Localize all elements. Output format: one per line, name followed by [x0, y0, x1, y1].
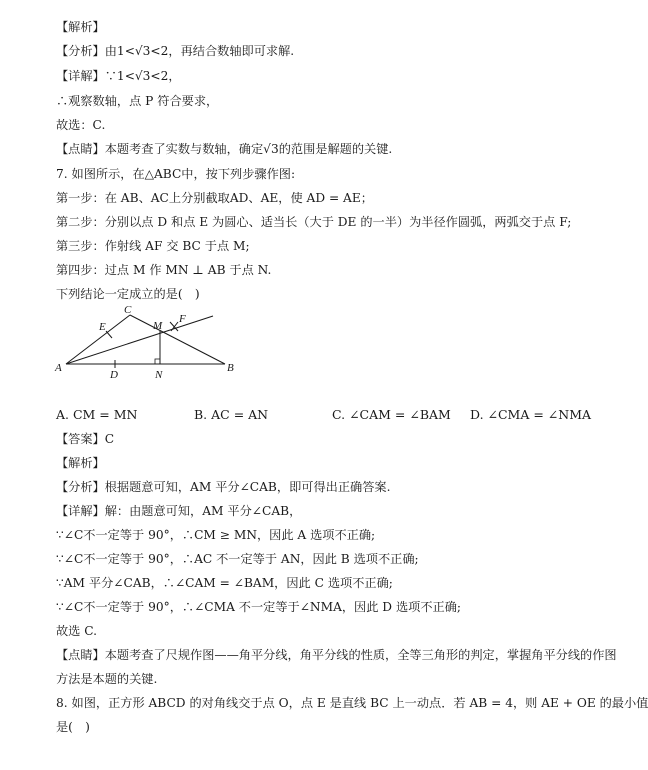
- text-line: ∵AM 平分∠CAB，∴∠CAM = ∠BAM，因此 C 选项不正确;: [56, 576, 393, 590]
- text-line: ∵∠C不一定等于 90°，∴AC 不一定等于 AN，因此 B 选项不正确;: [56, 552, 419, 566]
- text-line: 【分析】根据题意可知，AM 平分∠CAB，即可得出正确答案.: [56, 480, 391, 494]
- text-line: 第三步：作射线 AF 交 BC 于点 M;: [56, 239, 250, 253]
- label-a: A: [55, 362, 62, 374]
- label-f: F: [179, 313, 186, 325]
- text-line: ∴观察数轴，点 P 符合要求，: [56, 94, 219, 108]
- text-line: 【解析】: [56, 456, 105, 470]
- text-line: 【点睛】本题考查了尺规作图——角平分线，角平分线的性质，全等三角形的判定，掌握角平分线的作图: [56, 648, 617, 662]
- text-line: 【详解】∵1<√3<2，: [56, 69, 181, 83]
- text-line: 第二步：分别以点 D 和点 E 为圆心、适当长（大于 DE 的一半）为半径作圆弧，两弧交于点 F;: [56, 215, 572, 229]
- text-line: 【分析】由1<√3<2，再结合数轴即可求解.: [56, 44, 295, 58]
- question-7-stem: 7. 如图所示，在△ABC中，按下列步骤作图:: [56, 167, 296, 181]
- text-line: 【解析】: [56, 20, 105, 34]
- text-line: ∵∠C不一定等于 90°，∴∠CMA 不一定等于∠NMA，因此 D 选项不正确;: [56, 600, 461, 614]
- option-a: A. CM = MN: [56, 407, 138, 422]
- label-e: E: [99, 321, 106, 333]
- text-line: ∵∠C不一定等于 90°，∴CM ≥ MN，因此 A 选项不正确;: [56, 528, 376, 542]
- option-c: C. ∠CAM = ∠BAM: [332, 407, 451, 422]
- text-line: 是( ): [56, 720, 90, 734]
- label-m: M: [153, 320, 163, 332]
- text-line: 下列结论一定成立的是( ): [56, 287, 200, 301]
- label-n: N: [155, 369, 163, 381]
- text-line: 第一步：在 AB、AC上分别截取AD、AE，使 AD = AE；: [56, 191, 373, 205]
- text-line: 方法是本题的关键.: [56, 672, 158, 686]
- answer-line: 【答案】C: [56, 432, 115, 446]
- text-line: 【点睛】本题考查了实数与数轴，确定√3的范围是解题的关键.: [56, 142, 393, 156]
- text-line: 故选：C.: [56, 118, 106, 132]
- question-8-stem: 8. 如图，正方形 ABCD 的对角线交于点 O，点 E 是直线 BC 上一动点．若 AB = 4，则 AE + OE 的最小值: [56, 696, 648, 710]
- option-b: B. AC = AN: [194, 407, 269, 422]
- text-line: 【详解】解：由题意可知，AM 平分∠CAB，: [56, 504, 302, 518]
- label-c: C: [124, 304, 132, 316]
- option-d: D. ∠CMA = ∠NMA: [470, 407, 592, 422]
- label-d: D: [110, 369, 118, 381]
- text-line: 故选 C.: [56, 624, 98, 638]
- geometry-figure: [52, 305, 232, 385]
- text-line: 第四步：过点 M 作 MN ⊥ AB 于点 N.: [56, 263, 272, 277]
- label-b: B: [227, 362, 234, 374]
